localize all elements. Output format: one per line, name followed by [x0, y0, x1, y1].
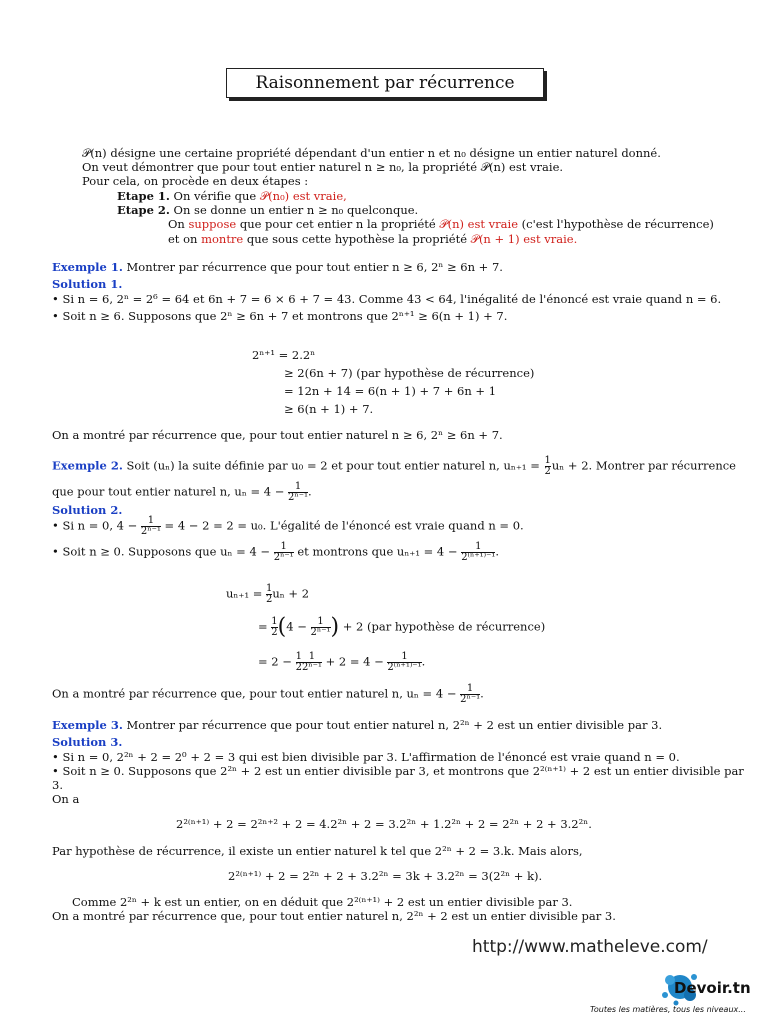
denominator: 2ⁿ⁻¹	[460, 694, 481, 705]
example-3-statement	[52, 718, 662, 732]
ex3-eq-1: 2²⁽ⁿ⁺¹⁾ + 2 = 2²ⁿ⁺² + 2 = 4.2²ⁿ + 2 = 3.2²ⁿ + 1.2²ⁿ + 2 = 2²ⁿ + 2 + 3.2²ⁿ.	[176, 817, 592, 831]
etape-2-label: Etape 2.	[117, 203, 170, 217]
text: et montrons que uₙ₊₁ = 4 −	[293, 544, 462, 559]
ex1-eq-3: = 12n + 14 = 6(n + 1) + 7 + 6n + 1	[284, 384, 497, 398]
numerator: 1	[311, 617, 331, 628]
example-1-conclusion: On a montré par récurrence que, pour tout entier naturel n ≥ 6, 2ⁿ ≥ 6n + 7.	[52, 428, 503, 442]
text: uₙ + 2. Montrer par récurrence	[551, 458, 736, 473]
text: =	[258, 619, 272, 634]
text: On a montré par récurrence que, pour tout entier naturel n, uₙ = 4 −	[52, 686, 461, 701]
red-text: 𝒫(n + 1) est vraie.	[470, 232, 578, 246]
numerator: 1	[387, 652, 421, 663]
denominator: 2ⁿ⁻¹	[273, 552, 294, 563]
etape-2	[117, 203, 418, 217]
solution-1-bullet-1: • Si n = 6, 2ⁿ = 2⁶ = 64 et 6n + 7 = 6 × 6 + 7 = 43. Comme 43 < 64, l'inégalité de l'énoncé est vraie quand n = 6.	[52, 292, 722, 306]
solution-2-label: Solution 2.	[52, 503, 123, 517]
red-text: montre	[201, 232, 244, 246]
ex3-comme: Comme 2²ⁿ + k est un entier, on en déduit que 2²⁽ⁿ⁺¹⁾ + 2 est un entier divisible par 3.	[72, 895, 573, 909]
logo-tagline: Toutes les matières, tous les niveaux...	[590, 1005, 746, 1014]
text: Soit (uₙ) la suite définie par u₀ = 2 et pour tout entier naturel n, uₙ₊₁ =	[122, 458, 544, 473]
fraction	[288, 482, 308, 503]
intro-line-7	[168, 232, 577, 246]
solution-1-bullet-2: • Soit n ≥ 6. Supposons que 2ⁿ ≥ 6n + 7 et montrons que 2ⁿ⁺¹ ≥ 6(n + 1) + 7.	[52, 309, 508, 323]
title-box	[226, 68, 544, 98]
numerator: 1	[266, 583, 273, 594]
denominator: 2	[544, 466, 551, 477]
text: Montrer par récurrence que pour tout entier n ≥ 6, 2ⁿ ≥ 6n + 7.	[122, 260, 503, 274]
ex1-eq-4: ≥ 6(n + 1) + 7.	[284, 402, 374, 416]
ex1-eq-2: ≥ 2(6n + 7) (par hypothèse de récurrence)	[284, 366, 535, 380]
ex3-eq-2: 2²⁽ⁿ⁺¹⁾ + 2 = 2²ⁿ + 2 + 3.2²ⁿ = 3k + 3.2²ⁿ = 3(2²ⁿ + k).	[228, 869, 543, 883]
fraction	[302, 652, 322, 673]
text: (c'est l'hypothèse de récurrence)	[518, 217, 714, 231]
solution-2-bullet-2	[52, 542, 499, 563]
example-3-label: Exemple 3.	[52, 718, 123, 732]
text: 4 −	[286, 619, 311, 634]
ex1-eq-1: 2ⁿ⁺¹ = 2.2ⁿ	[252, 348, 316, 362]
fraction	[141, 516, 161, 537]
text: Montrer par récurrence que pour tout entier naturel n, 2²ⁿ + 2 est un entier divisible par 3.	[122, 718, 663, 732]
example-2-label: Exemple 2.	[52, 458, 123, 473]
intro-line-1: 𝒫(n) désigne une certaine propriété dépendant d'un entier n et n₀ désigne un entier naturel donné.	[82, 146, 661, 160]
numerator: 1	[141, 516, 161, 527]
text: uₙ + 2	[272, 586, 310, 601]
denominator: 2ⁿ⁻¹	[301, 662, 322, 673]
numerator: 1	[461, 542, 495, 553]
page-title: Raisonnement par récurrence	[255, 73, 515, 93]
denominator: 2ⁿ⁻¹	[140, 526, 161, 537]
numerator: 1	[274, 542, 294, 553]
denominator: 2⁽ⁿ⁺¹⁾⁻¹	[461, 552, 496, 563]
period: .	[480, 686, 484, 701]
fraction	[311, 617, 331, 638]
etape-2-text: On se donne un entier n ≥ n₀ quelconque.	[169, 203, 419, 217]
solution-3-label: Solution 3.	[52, 735, 123, 749]
solution-2-bullet-1	[52, 516, 524, 537]
ex2-eq-1	[226, 584, 309, 605]
example-2-statement	[52, 456, 736, 477]
right-paren: )	[330, 614, 340, 640]
period: .	[421, 654, 426, 669]
etape-1-label: Etape 1.	[117, 189, 170, 203]
numerator: 1	[302, 652, 322, 663]
example-2-statement-cont	[52, 482, 312, 503]
intro-line-6	[168, 217, 714, 231]
ex3-hypothesis: Par hypothèse de récurrence, il existe un entier naturel k tel que 2²ⁿ + 2 = 3.k. Mais alors,	[52, 844, 583, 858]
text: = 4 − 2 = 2 = u₀. L'égalité de l'énoncé est vraie quand n = 0.	[160, 518, 524, 533]
logo-brand: Devoir.tn	[674, 979, 751, 997]
red-text: 𝒫(n) est vraie	[439, 217, 519, 231]
denominator: 2ⁿ⁻¹	[310, 627, 331, 638]
denominator: 2	[295, 662, 302, 673]
etape-1-text: On vérifie que	[169, 189, 260, 203]
text: que pour cet entier n la propriété	[236, 217, 440, 231]
numerator: 1	[288, 482, 308, 493]
text: que sous cette hypothèse la propriété	[243, 232, 471, 246]
period: .	[308, 484, 312, 499]
period: .	[495, 544, 500, 559]
ex2-eq-2	[258, 614, 546, 640]
solution-3-bullet-2: • Soit n ≥ 0. Supposons que 2²ⁿ + 2 est un entier divisible par 3, et montrons que 2²⁽ⁿ⁺¹⁾ + 2 est un entier divisible par	[52, 764, 744, 778]
example-3-conclusion: On a montré par récurrence que, pour tout entier naturel n, 2²ⁿ + 2 est un entier divisible par 3.	[52, 909, 616, 923]
on-a: On a	[52, 792, 80, 806]
text: = 2 −	[258, 654, 296, 669]
text: que pour tout entier naturel n, uₙ = 4 −	[52, 484, 289, 499]
fraction	[461, 542, 495, 563]
solution-1-label: Solution 1.	[52, 277, 123, 291]
text: • Si n = 0, 4 −	[52, 518, 141, 533]
numerator: 1	[271, 616, 278, 627]
intro-line-3: Pour cela, on procède en deux étapes :	[82, 174, 309, 188]
example-1-statement	[52, 260, 503, 274]
example-2-conclusion	[52, 684, 484, 705]
solution-3-bullet-1: • Si n = 0, 2²ⁿ + 2 = 2⁰ + 2 = 3 qui est bien divisible par 3. L'affirmation de l'énoncé est vraie quand n = 0.	[52, 750, 680, 764]
fraction	[545, 456, 551, 477]
etape-1-red: 𝒫(n₀) est vraie,	[259, 189, 347, 203]
fraction	[387, 652, 421, 673]
numerator: 1	[544, 455, 551, 466]
text: On	[168, 217, 189, 231]
fraction	[274, 542, 294, 563]
intro-line-2: On veut démontrer que pour tout entier naturel n ≥ n₀, la propriété 𝒫(n) est vraie.	[82, 160, 564, 174]
fraction	[460, 684, 480, 705]
red-text: suppose	[188, 217, 237, 231]
ex2-eq-3	[258, 652, 425, 673]
example-1-label: Exemple 1.	[52, 260, 123, 274]
source-url[interactable]: http://www.matheleve.com/	[472, 937, 708, 957]
numerator: 1	[295, 651, 302, 662]
text: + 2 (par hypothèse de récurrence)	[339, 619, 546, 634]
denominator: 2	[271, 627, 278, 638]
text: et on	[168, 232, 202, 246]
text: + 2 = 4 −	[321, 654, 388, 669]
solution-3-bullet-2-cont: 3.	[52, 778, 63, 792]
devoir-tn-logo	[590, 965, 765, 1020]
numerator: 1	[460, 684, 480, 695]
denominator: 2	[266, 594, 273, 605]
text: • Soit n ≥ 0. Supposons que uₙ = 4 −	[52, 544, 274, 559]
left-paren: (	[277, 614, 287, 640]
text: uₙ₊₁ =	[226, 586, 267, 601]
denominator: 2ⁿ⁻¹	[288, 492, 308, 503]
etape-1	[117, 189, 347, 203]
denominator: 2⁽ⁿ⁺¹⁾⁻¹	[387, 662, 422, 673]
